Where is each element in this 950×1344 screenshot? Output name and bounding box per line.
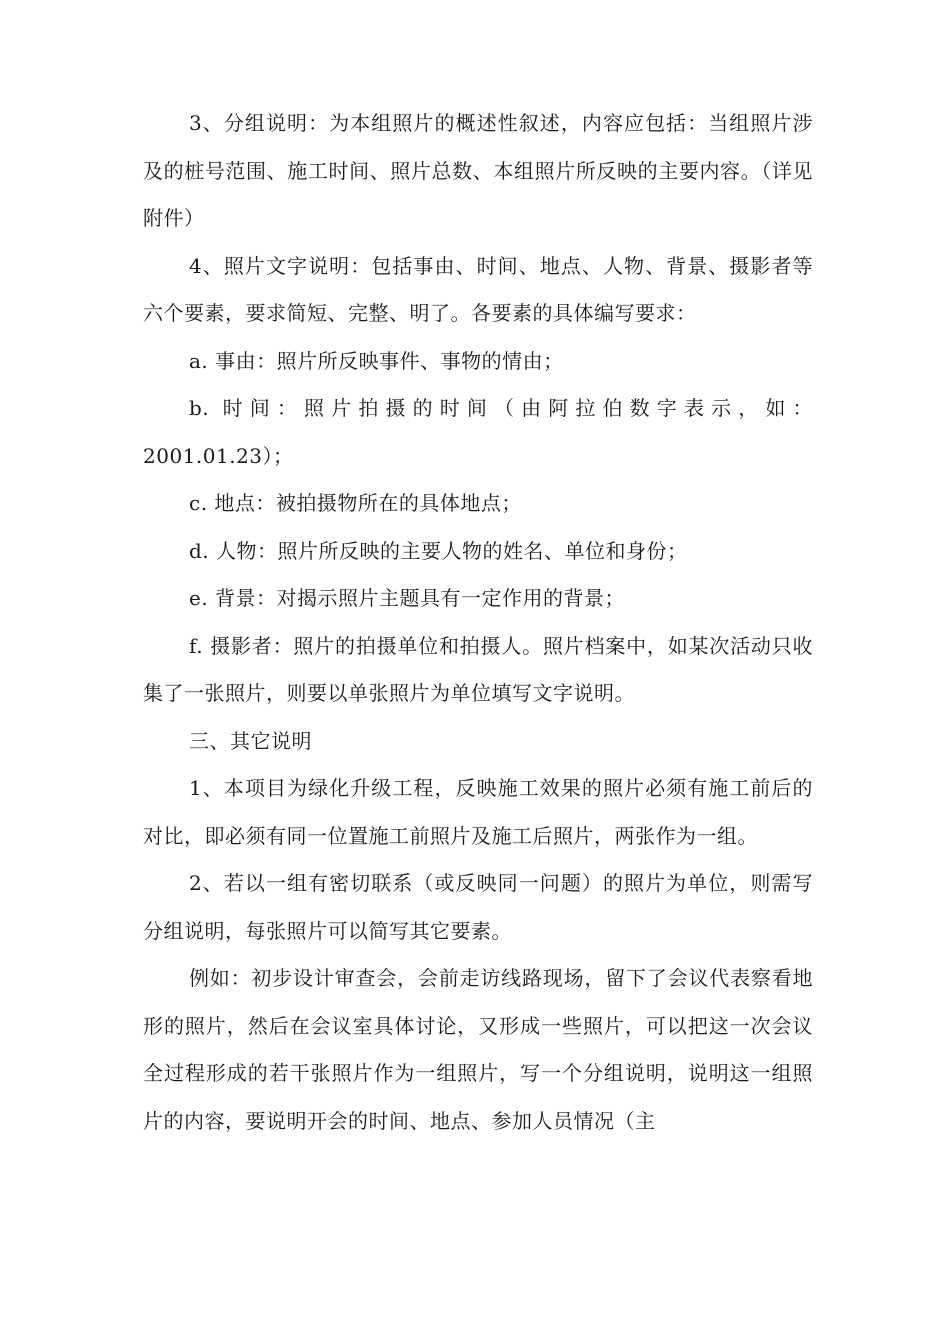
list-item-time: b. 时间：照片拍摄的时间（由阿拉伯数字表示，如：2001.01.23）； [143,396,813,468]
document-body [143,100,813,1145]
list-item-photographer: f. 摄影者：照片的拍摄单位和拍摄人。照片档案中，如某次活动只收集了一张照片，则要以单张照片为单位填写文字说明。 [143,633,813,705]
paragraph-example: 例如：初步设计审查会，会前走访线路现场，留下了会议代表察看地形的照片，然后在会议室具体讨论，又形成一些照片，可以把这一次会议全过程形成的若干张照片作为一组照片，写一个分组说明，说明这一组照片的内容，要说明开会的时间、地点、参加人员情况（主 [143,966,813,1133]
paragraph-group-description: 3、分组说明：为本组照片的概述性叙述，内容应包括：当组照片涉及的桩号范围、施工时间、照片总数、本组照片所反映的主要内容。（详见附件） [143,111,813,230]
paragraph-note-2: 2、若以一组有密切联系（或反映同一问题）的照片为单位，则需写分组说明，每张照片可以简写其它要素。 [143,871,813,943]
list-item-background: e. 背景：对揭示照片主题具有一定作用的背景； [189,586,626,610]
list-item-location: c. 地点：被拍摄物所在的具体地点； [189,491,522,515]
list-item-cause: a. 事由：照片所反映事件、事物的情由； [189,348,564,373]
list-item-people: d. 人物：照片所反映的主要人物的姓名、单位和身份； [189,538,688,563]
paragraph-photo-caption: 4、照片文字说明：包括事由、时间、地点、人物、背景、摄影者等六个要素，要求简短、完整、明了。各要素的具体编写要求： [143,253,813,325]
section-heading-other-notes: 三、其它说明 [189,728,312,753]
paragraph-note-1: 1、本项目为绿化升级工程，反映施工效果的照片必须有施工前后的对比，即必须有同一位置施工前照片及施工后照片，两张作为一组。 [143,776,813,848]
